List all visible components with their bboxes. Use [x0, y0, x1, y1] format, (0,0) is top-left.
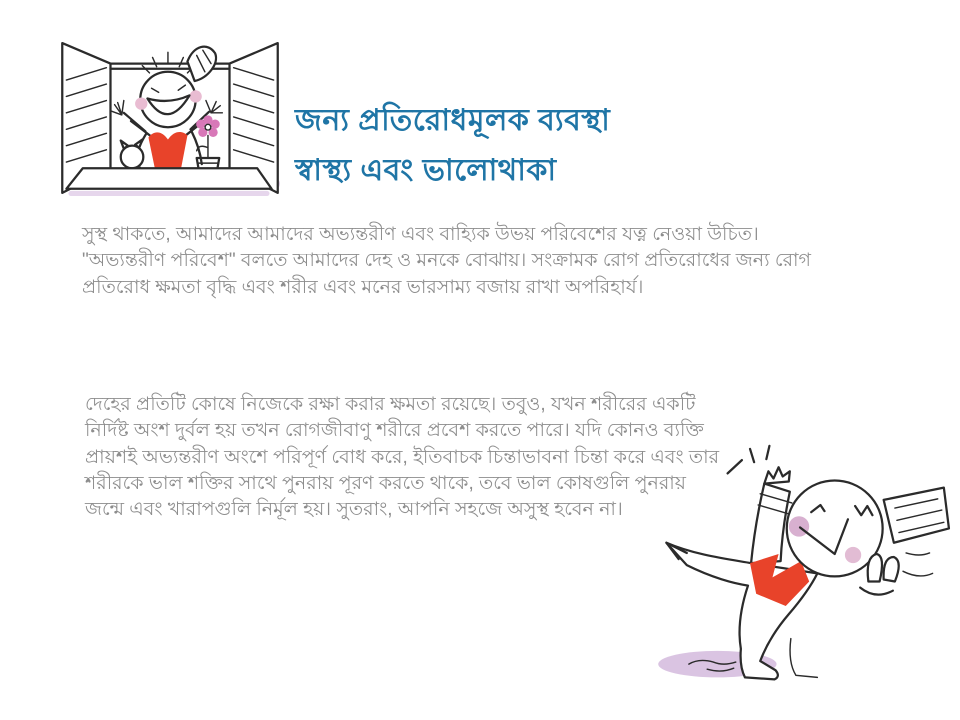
- right-cheek: [845, 547, 861, 563]
- raised-arm: [751, 467, 792, 563]
- window-scene-illustration: [52, 36, 288, 202]
- paragraph-1: [82, 222, 811, 301]
- page-title-line-1: জন্য প্রতিরোধমূলক ব্যবস্থা: [295, 104, 611, 137]
- ponytail-icon: [187, 47, 216, 81]
- left-cheek: [135, 97, 147, 109]
- paragraph-2-line: দেহের প্রতিটি কোষে নিজেকে রক্ষা করার ক্ষমতা রয়েছে। তবুও, যখন শরীরের একটি: [85, 394, 696, 415]
- paragraph-1-line: "অভ্যন্তরীণ পরিবেশ" বলতে আমাদের দেহ ও মনকে বোঝায়। সংক্রামক রোগ প্রতিরোধের জন্য রোগ: [82, 250, 811, 272]
- child-face: [135, 72, 202, 127]
- emphasis-marks-icon: [728, 446, 770, 474]
- right-cheek: [189, 90, 201, 102]
- hand-over-mouth-icon: [860, 553, 932, 595]
- red-vest-icon: [134, 131, 202, 170]
- ponytail-icon: [884, 488, 949, 543]
- page-title: [295, 96, 610, 196]
- left-cheek: [789, 516, 809, 536]
- paragraph-2-line: জন্মে এবং খারাপগুলি নির্মূল হয়। সুতরাং, আপনি সহজে অসুস্থ হবেন না।: [85, 499, 623, 521]
- paragraph-2: [85, 392, 720, 523]
- paragraph-1-line: সুস্থ থাকতে, আমাদের আমাদের অভ্যন্তরীণ এবং বাহ্যিক উভয় পরিবেশের যত্ন নেওয়া উচিত।: [82, 224, 759, 245]
- windowsill: [66, 168, 271, 189]
- paragraph-1-line: প্রতিরোধ ক্ষমতা বৃদ্ধি এবং শরীর এবং মনের ভারসাম্য বজায় রাখা অপরিহার্য।: [82, 276, 644, 298]
- paragraph-2-line: শরীরকে ভাল শক্তির সাথে পুনরায় পূরণ করতে থাকে, তবে ভাল কোষগুলি পুনরায়: [85, 472, 686, 494]
- sneeze-scene-illustration: [646, 428, 952, 684]
- page-title-line-2: স্বাস্থ্য এবং ভালোথাকা: [295, 154, 557, 187]
- paragraph-2-line: প্রায়শই অভ্যন্তরীণ অংশে পরিপূর্ণ বোধ করে, ইতিবাচক চিন্তাভাবনা চিন্তা করে এবং তার: [85, 446, 720, 468]
- fist-icon: [764, 467, 790, 483]
- paragraph-2-line: নির্দিষ্ট অংশ দুর্বল হয় তখন রোগজীবাণু শরীরে প্রবেশ করতে পারে। যদি কোনও ব্যক্তি: [85, 420, 704, 442]
- cat-icon: [121, 140, 144, 170]
